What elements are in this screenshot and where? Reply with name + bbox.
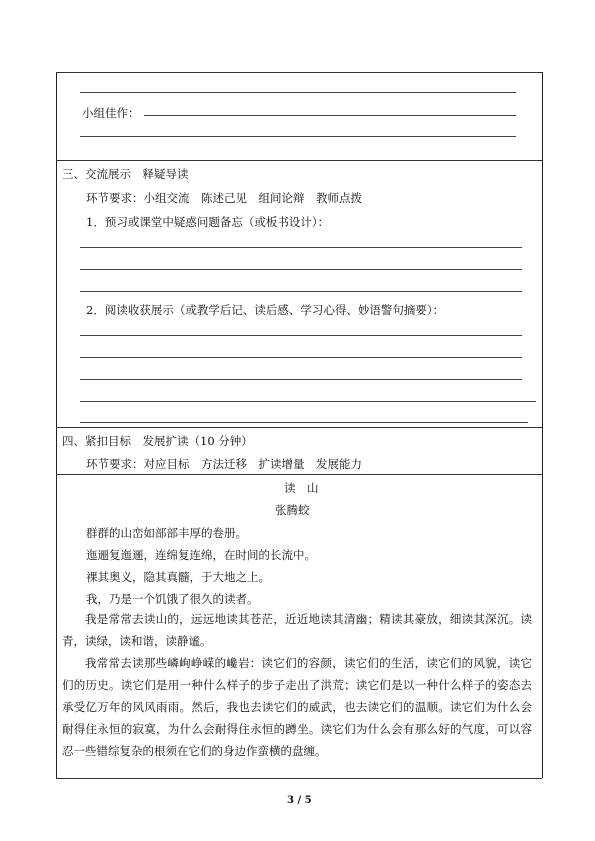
- answer-line: [80, 401, 536, 402]
- poem-line: 群群的山峦如部部丰厚的卷册。: [86, 526, 247, 540]
- answer-line: [80, 92, 516, 93]
- section3-title: 三、交流展示 释疑导读: [62, 167, 189, 181]
- table-bottom-border: [56, 778, 542, 779]
- section3-requirement: 环节要求：小组交流 陈述己见 组间论辩 教师点拨: [86, 191, 362, 205]
- reading-title: 读 山: [284, 481, 319, 495]
- poem-line: 迤逦复迤逦，连绵复连绵，在时间的长流中。: [86, 548, 316, 562]
- question-1: 1．预习或课堂中疑惑问题备忘（或板书设计）：: [86, 215, 330, 229]
- answer-line: [80, 379, 522, 380]
- answer-line: [144, 115, 516, 116]
- poem-line: 裸其奥义，隐其真髓，于大地之上。: [86, 570, 270, 584]
- answer-line: [80, 422, 528, 423]
- answer-line: [80, 136, 516, 137]
- table-top-border: [56, 72, 542, 73]
- poem-line: 我，乃是一个饥饿了很久的读者。: [86, 592, 259, 606]
- page-number: 3 / 5: [287, 795, 312, 806]
- question-2: 2．阅读收获展示（或教学后记、读后感、学习心得、妙语警句摘要）：: [86, 303, 445, 317]
- answer-line: [80, 357, 522, 358]
- answer-line: [80, 335, 522, 336]
- answer-line: [80, 269, 522, 270]
- section4-title: 四、紧扣目标 发展扩读（10 分钟）: [62, 434, 253, 448]
- section4-requirement: 环节要求：对应目标 方法迁移 扩读增量 发展能力: [86, 457, 362, 471]
- row-divider-3: [56, 474, 542, 475]
- row-divider-1: [56, 160, 542, 161]
- answer-line: [80, 291, 522, 292]
- reading-paragraph: 我常常去读那些嶙峋峥嵘的巉岩：读它们的容颜，读它们的生活，读它们的风貌，读它们的历史。读它们是用一种什么样子的步子走出了洪荒；读它们是以一种什么样子的姿态去承受亿万年的风风雨雨。然后，我也去读它们的威武，也去读它们的温顺。读它们为什么会耐得住永恒的寂寞，为什么会耐得住永恒的蹲坐。读它们为什么会有那么好的气度，可以容忍一些错综复杂的根须在它们的身边作蛮横的盘缠。: [62, 656, 532, 758]
- reading-author: 张腾蛟: [275, 503, 310, 517]
- row-divider-2: [56, 427, 542, 428]
- answer-line: [80, 247, 522, 248]
- reading-paragraph: 我是常常去读山的，远远地读其苍茫，近近地读其清幽；精读其豪放，细读其深沉。读青，读绿，读和谐，读静谧。: [62, 612, 532, 648]
- group-works-label: 小组佳作：: [82, 106, 140, 120]
